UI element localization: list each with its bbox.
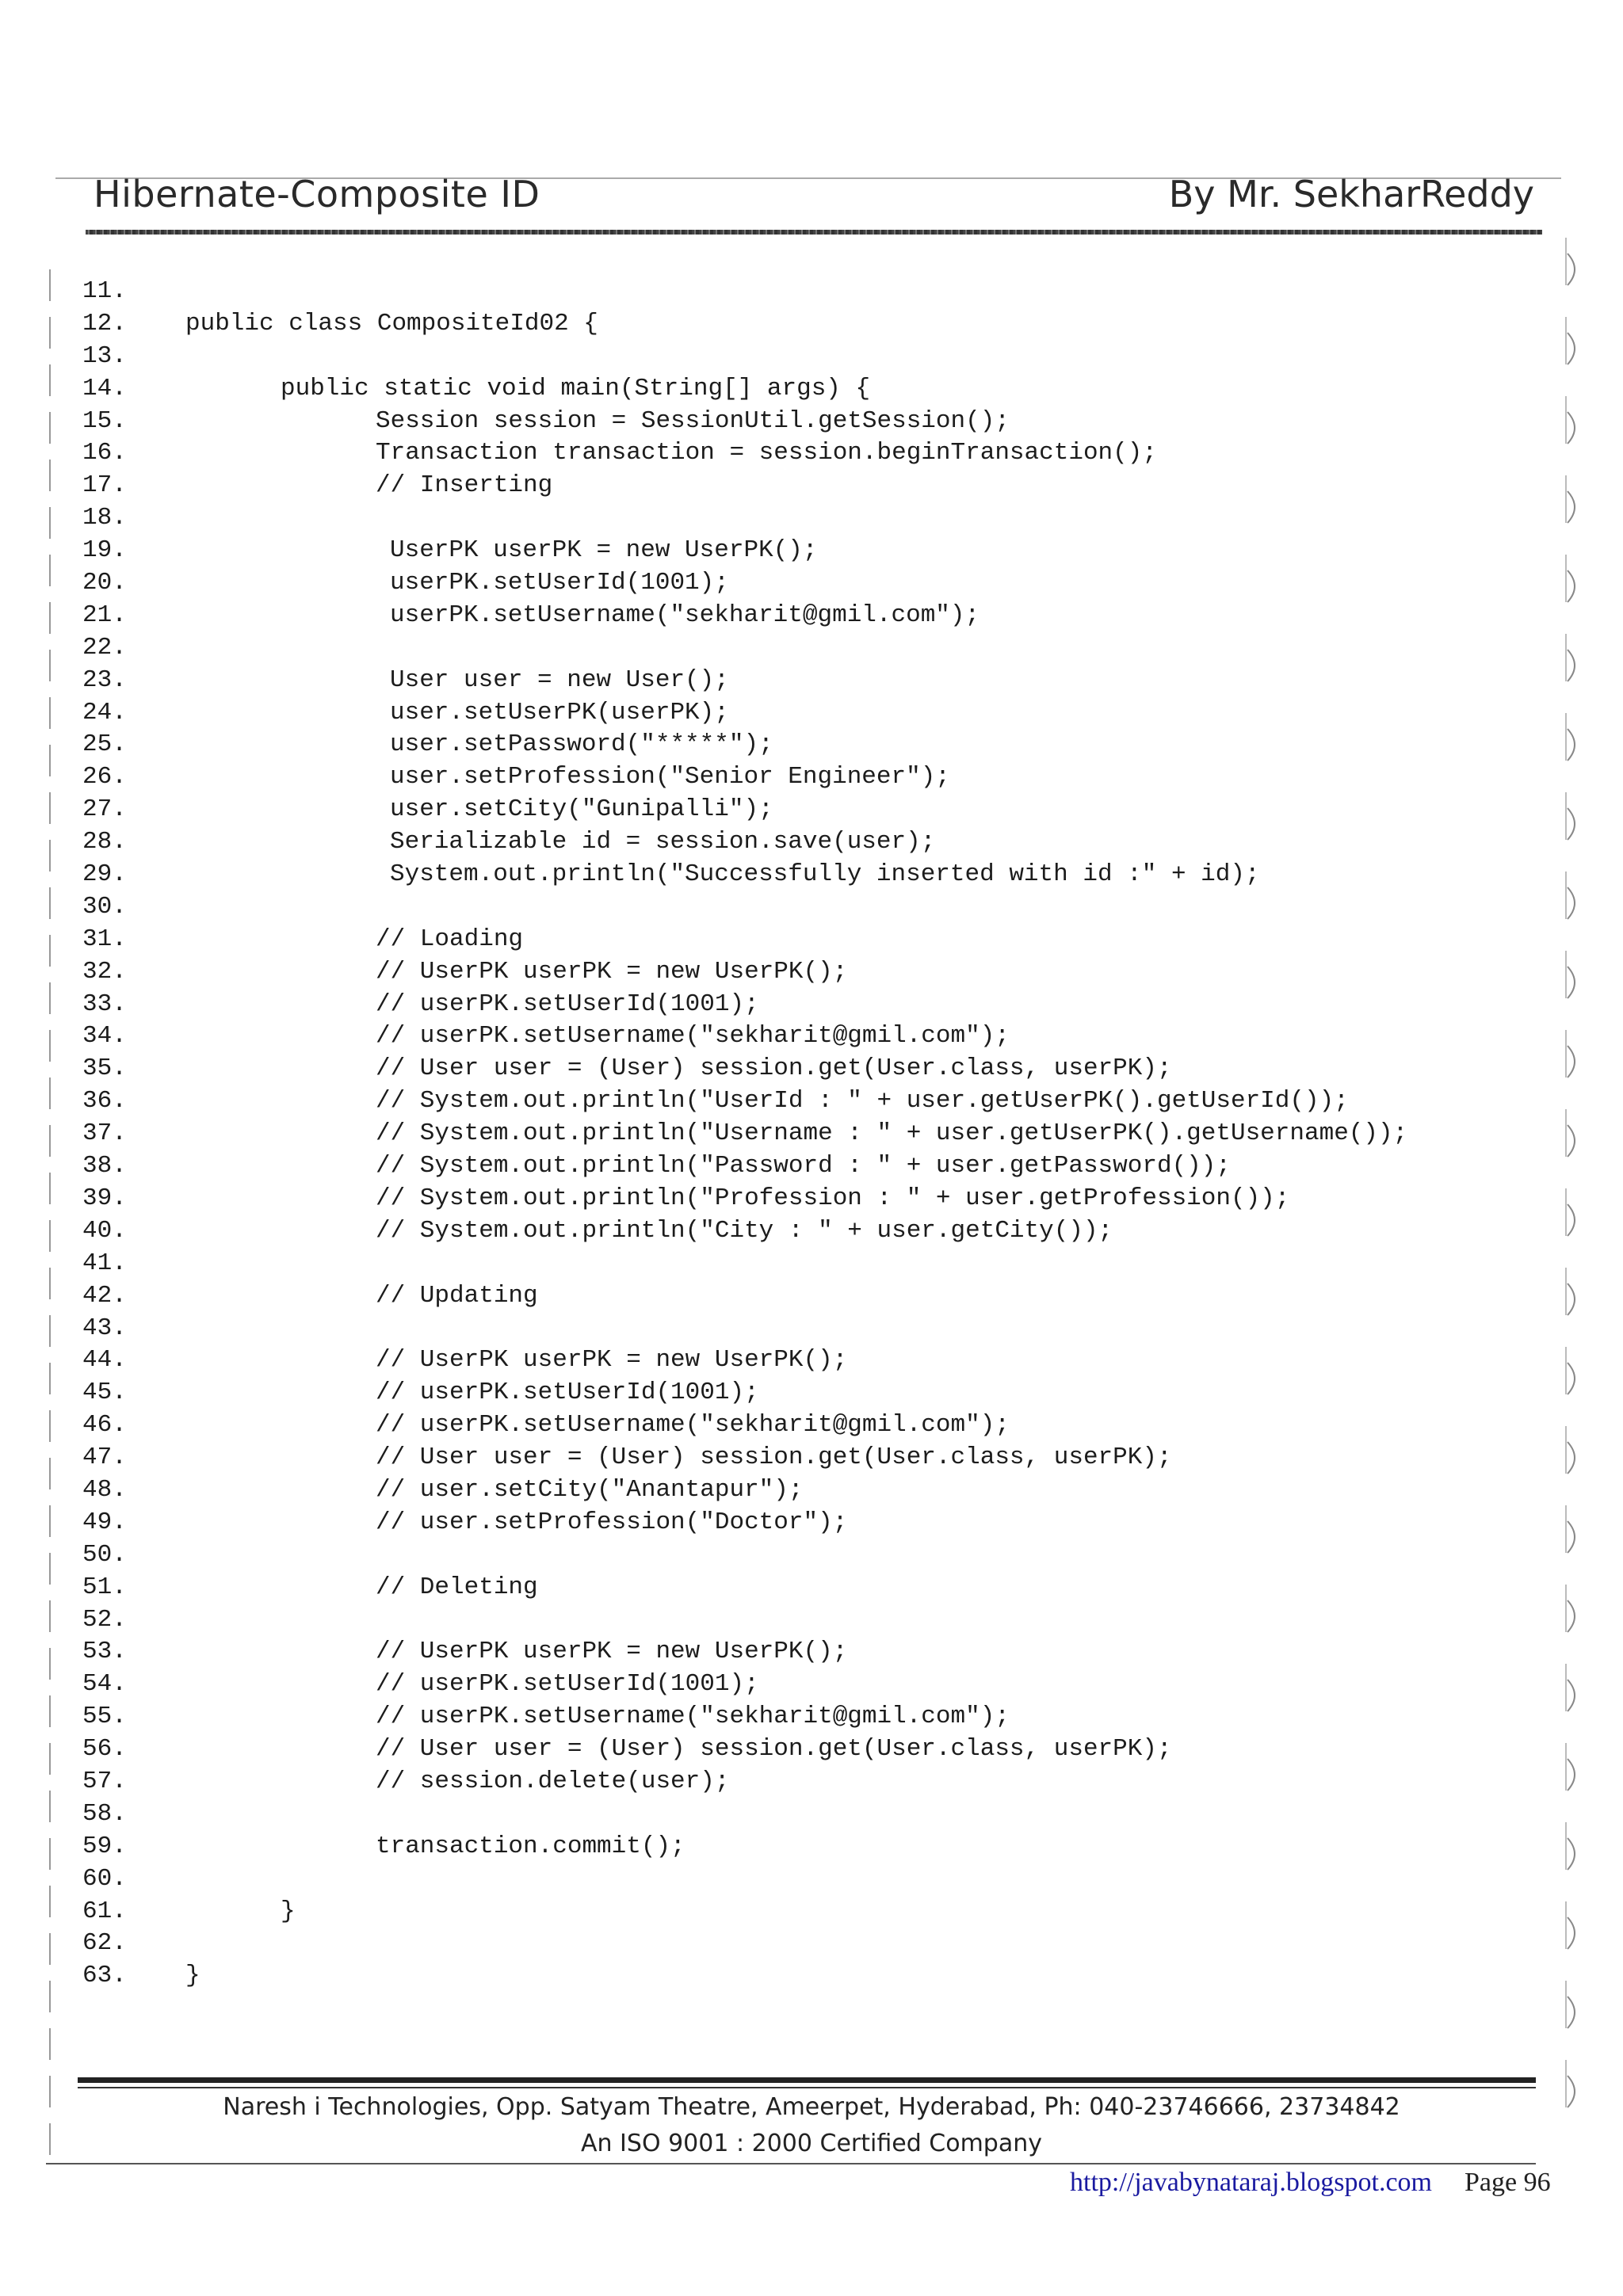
code-line — [82, 535, 1541, 567]
line-number: 59. — [82, 1832, 127, 1860]
line-number: 12. — [82, 309, 127, 338]
code-line — [82, 437, 1541, 470]
code-text: } — [281, 1897, 296, 1925]
line-number: 30. — [82, 892, 127, 921]
code-line — [82, 341, 1541, 373]
footer-address: Naresh i Technologies, Opp. Satyam Theatre, Ameerpet, Hyderabad, Ph: 040-23746666, 23734842 — [223, 2093, 1400, 2121]
code-text: // System.out.println("Username : " + user.getUserPK().getUsername()); — [376, 1119, 1408, 1148]
code-line — [82, 1150, 1541, 1183]
header-rule — [86, 230, 1542, 235]
page-number: Page 96 — [1465, 2168, 1551, 2197]
code-text: // userPK.setUsername("sekharit@gmil.com"); — [376, 1411, 1010, 1440]
line-number: 24. — [82, 698, 127, 727]
code-text: } — [185, 1962, 200, 1990]
code-text: // System.out.println("Password : " + user.getPassword()); — [376, 1152, 1231, 1180]
line-number: 46. — [82, 1411, 127, 1440]
line-number: 57. — [82, 1767, 127, 1795]
code-text: // User user = (User) session.get(User.class, userPK); — [376, 1444, 1172, 1472]
line-number: 34. — [82, 1022, 127, 1051]
code-text: // userPK.setUsername("sekharit@gmil.com"); — [376, 1022, 1010, 1051]
code-line — [82, 1928, 1541, 1960]
code-text: // userPK.setUsername("sekharit@gmil.com"); — [376, 1703, 1010, 1731]
line-number: 25. — [82, 730, 127, 759]
line-number: 13. — [82, 341, 127, 370]
code-line — [82, 1896, 1541, 1928]
code-text: // user.setProfession("Doctor"); — [376, 1508, 848, 1536]
code-text: Session session = SessionUtil.getSession(); — [376, 406, 1010, 435]
code-line — [82, 502, 1541, 535]
code-text: // user.setCity("Anantapur"); — [376, 1475, 804, 1504]
line-number: 47. — [82, 1444, 127, 1472]
code-line — [82, 924, 1541, 956]
code-line — [82, 1960, 1541, 1993]
code-line — [82, 308, 1541, 341]
code-line — [82, 1798, 1541, 1831]
code-text: user.setUserPK(userPK); — [390, 698, 729, 727]
code-line — [82, 1474, 1541, 1507]
line-number: 50. — [82, 1540, 127, 1569]
line-number: 35. — [82, 1055, 127, 1083]
code-line — [82, 1409, 1541, 1442]
code-line — [82, 1344, 1541, 1377]
code-line — [82, 1572, 1541, 1604]
code-text: // userPK.setUserId(1001); — [376, 990, 759, 1018]
code-line — [82, 794, 1541, 826]
line-number: 60. — [82, 1864, 127, 1893]
footer-rule-thick — [78, 2077, 1536, 2083]
code-line — [82, 891, 1541, 924]
code-text: UserPK userPK = new UserPK(); — [390, 536, 818, 565]
code-line — [82, 406, 1541, 438]
code-line — [82, 1248, 1541, 1280]
line-number: 39. — [82, 1184, 127, 1212]
line-number: 23. — [82, 666, 127, 694]
code-line — [82, 1766, 1541, 1798]
code-text: Serializable id = session.save(user); — [390, 828, 936, 856]
line-number: 52. — [82, 1605, 127, 1634]
code-text: // System.out.println("City : " + user.getCity()); — [376, 1216, 1113, 1245]
code-line — [82, 470, 1541, 502]
code-line — [82, 1863, 1541, 1896]
line-number: 18. — [82, 504, 127, 532]
code-line — [82, 1507, 1541, 1539]
code-listing — [82, 276, 1541, 1993]
footer-certification: An ISO 9001 : 2000 Certified Company — [580, 2130, 1042, 2157]
line-number: 29. — [82, 860, 127, 889]
code-text: // System.out.println("UserId : " + user.getUserPK().getUserId()); — [376, 1087, 1349, 1116]
line-number: 54. — [82, 1670, 127, 1699]
line-number: 19. — [82, 536, 127, 565]
line-number: 36. — [82, 1087, 127, 1116]
code-line — [82, 1377, 1541, 1409]
code-line — [82, 1183, 1541, 1215]
code-text: // userPK.setUserId(1001); — [376, 1670, 759, 1699]
line-number: 40. — [82, 1216, 127, 1245]
line-number: 37. — [82, 1119, 127, 1148]
code-text: // System.out.println("Profession : " + user.getProfession()); — [376, 1184, 1290, 1212]
code-line — [82, 276, 1541, 308]
line-number: 41. — [82, 1249, 127, 1277]
left-margin-line — [49, 269, 51, 2163]
code-line — [82, 1118, 1541, 1150]
code-line — [82, 697, 1541, 730]
code-line — [82, 1636, 1541, 1669]
code-text: transaction.commit(); — [376, 1832, 685, 1860]
code-text: // User user = (User) session.get(User.class, userPK); — [376, 1055, 1172, 1083]
code-line — [82, 989, 1541, 1021]
code-line — [82, 826, 1541, 859]
code-text: public class CompositeId02 { — [185, 309, 598, 338]
line-number: 15. — [82, 406, 127, 435]
line-number: 20. — [82, 569, 127, 597]
code-text: // UserPK userPK = new UserPK(); — [376, 1346, 848, 1375]
code-line — [82, 1085, 1541, 1118]
line-number: 38. — [82, 1152, 127, 1180]
line-number: 51. — [82, 1573, 127, 1601]
code-text: Transaction transaction = session.beginTransaction(); — [376, 439, 1157, 467]
code-line — [82, 1442, 1541, 1474]
code-text: // UserPK userPK = new UserPK(); — [376, 957, 848, 986]
code-line — [82, 1831, 1541, 1863]
line-number: 55. — [82, 1703, 127, 1731]
code-text: userPK.setUserId(1001); — [390, 569, 729, 597]
code-line — [82, 1313, 1541, 1345]
line-number: 63. — [82, 1962, 127, 1990]
code-text: // session.delete(user); — [376, 1767, 730, 1795]
code-text: user.setPassword("*****"); — [390, 730, 773, 759]
line-number: 14. — [82, 374, 127, 402]
code-line — [82, 1604, 1541, 1637]
footer-bottom-rule — [46, 2163, 1536, 2164]
line-number: 33. — [82, 990, 127, 1018]
code-text: user.setProfession("Senior Engineer"); — [390, 763, 950, 791]
code-text: // Updating — [376, 1281, 538, 1310]
code-text: user.setCity("Gunipalli"); — [390, 795, 773, 824]
footer-url-link[interactable]: http://javabynataraj.blogspot.com — [1070, 2168, 1433, 2197]
code-line — [82, 373, 1541, 406]
code-line — [82, 1020, 1541, 1053]
code-line — [82, 729, 1541, 761]
code-text: public static void main(String[] args) { — [281, 374, 871, 402]
line-number: 58. — [82, 1799, 127, 1828]
code-line — [82, 1669, 1541, 1701]
line-number: 22. — [82, 633, 127, 662]
footer-rule-thin — [78, 2087, 1536, 2088]
line-number: 49. — [82, 1508, 127, 1536]
code-text: userPK.setUsername("sekharit@gmil.com"); — [390, 601, 980, 629]
line-number: 31. — [82, 925, 127, 953]
line-number: 26. — [82, 763, 127, 791]
code-line — [82, 600, 1541, 632]
header-title: Hibernate-Composite ID — [94, 173, 540, 215]
code-line — [82, 665, 1541, 697]
line-number: 21. — [82, 601, 127, 629]
line-number: 61. — [82, 1897, 127, 1925]
code-line — [82, 859, 1541, 891]
line-number: 56. — [82, 1735, 127, 1764]
code-line — [82, 1701, 1541, 1733]
code-line — [82, 761, 1541, 794]
header-author: By Mr. SekharReddy — [1168, 173, 1534, 215]
line-number: 43. — [82, 1314, 127, 1342]
code-line — [82, 1280, 1541, 1313]
line-number: 27. — [82, 795, 127, 824]
code-line — [82, 1215, 1541, 1248]
line-number: 17. — [82, 471, 127, 500]
code-text: System.out.println("Successfully inserted with id :" + id); — [390, 860, 1260, 889]
line-number: 16. — [82, 439, 127, 467]
line-number: 62. — [82, 1929, 127, 1958]
code-text: // UserPK userPK = new UserPK(); — [376, 1638, 848, 1666]
line-number: 32. — [82, 957, 127, 986]
line-number: 44. — [82, 1346, 127, 1375]
binder-holes-decoration — [1552, 238, 1599, 2139]
code-text: // userPK.setUserId(1001); — [376, 1379, 759, 1407]
code-line — [82, 1733, 1541, 1766]
line-number: 42. — [82, 1281, 127, 1310]
line-number: 28. — [82, 828, 127, 856]
line-number: 48. — [82, 1475, 127, 1504]
code-line — [82, 567, 1541, 600]
code-line — [82, 1539, 1541, 1572]
code-text: User user = new User(); — [390, 666, 729, 694]
code-text: // User user = (User) session.get(User.class, userPK); — [376, 1735, 1172, 1764]
code-line — [82, 1053, 1541, 1085]
code-line — [82, 956, 1541, 989]
line-number: 11. — [82, 277, 127, 305]
code-text: // Deleting — [376, 1573, 538, 1601]
code-line — [82, 632, 1541, 665]
code-text: // Inserting — [376, 471, 553, 500]
line-number: 45. — [82, 1379, 127, 1407]
line-number: 53. — [82, 1638, 127, 1666]
code-text: // Loading — [376, 925, 524, 953]
